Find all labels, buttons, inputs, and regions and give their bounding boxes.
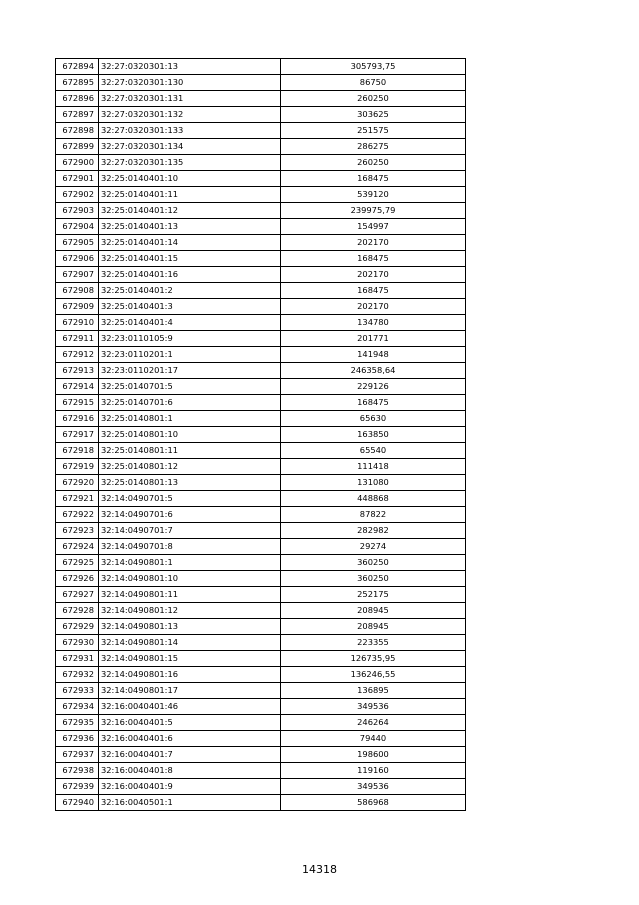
value-cell: 282982 — [281, 523, 466, 539]
table-row — [56, 203, 466, 219]
table-row — [56, 699, 466, 715]
cadastral-number-cell: 32:16:0040401:46 — [99, 699, 281, 715]
row-id-cell: 672921 — [56, 491, 99, 507]
value-cell: 305793,75 — [281, 59, 466, 75]
row-id-cell: 672920 — [56, 475, 99, 491]
cadastral-number-cell: 32:25:0140701:5 — [99, 379, 281, 395]
cadastral-number-cell: 32:25:0140401:12 — [99, 203, 281, 219]
value-cell: 229126 — [281, 379, 466, 395]
cadastral-number-cell: 32:25:0140401:16 — [99, 267, 281, 283]
value-cell: 360250 — [281, 571, 466, 587]
table-row — [56, 651, 466, 667]
data-table — [55, 58, 466, 811]
value-cell: 168475 — [281, 251, 466, 267]
table-row — [56, 539, 466, 555]
cadastral-number-cell: 32:25:0140401:10 — [99, 171, 281, 187]
value-cell: 65630 — [281, 411, 466, 427]
row-id-cell: 672931 — [56, 651, 99, 667]
row-id-cell: 672909 — [56, 299, 99, 315]
row-id-cell: 672904 — [56, 219, 99, 235]
page-number: 14318 — [302, 863, 337, 876]
row-id-cell: 672934 — [56, 699, 99, 715]
cadastral-number-cell: 32:16:0040401:8 — [99, 763, 281, 779]
value-cell: 65540 — [281, 443, 466, 459]
cadastral-number-cell: 32:25:0140801:11 — [99, 443, 281, 459]
cadastral-number-cell: 32:16:0040401:9 — [99, 779, 281, 795]
value-cell: 202170 — [281, 235, 466, 251]
cadastral-number-cell: 32:14:0490801:12 — [99, 603, 281, 619]
value-cell: 223355 — [281, 635, 466, 651]
value-cell: 252175 — [281, 587, 466, 603]
table-row — [56, 443, 466, 459]
cadastral-number-cell: 32:14:0490701:8 — [99, 539, 281, 555]
row-id-cell: 672923 — [56, 523, 99, 539]
value-cell: 260250 — [281, 155, 466, 171]
table-row — [56, 635, 466, 651]
value-cell: 111418 — [281, 459, 466, 475]
table-row — [56, 667, 466, 683]
table-row — [56, 123, 466, 139]
table-row — [56, 507, 466, 523]
value-cell: 239975,79 — [281, 203, 466, 219]
table-row — [56, 235, 466, 251]
value-cell: 29274 — [281, 539, 466, 555]
row-id-cell: 672930 — [56, 635, 99, 651]
cadastral-number-cell: 32:27:0320301:132 — [99, 107, 281, 123]
row-id-cell: 672898 — [56, 123, 99, 139]
value-cell: 126735,95 — [281, 651, 466, 667]
table-row — [56, 139, 466, 155]
row-id-cell: 672912 — [56, 347, 99, 363]
cadastral-number-cell: 32:25:0140801:12 — [99, 459, 281, 475]
table-row — [56, 155, 466, 171]
cadastral-number-cell: 32:25:0140401:11 — [99, 187, 281, 203]
row-id-cell: 672939 — [56, 779, 99, 795]
table-row — [56, 299, 466, 315]
value-cell: 201771 — [281, 331, 466, 347]
cadastral-number-cell: 32:27:0320301:130 — [99, 75, 281, 91]
table-row — [56, 715, 466, 731]
data-table-body — [56, 59, 466, 811]
row-id-cell: 672916 — [56, 411, 99, 427]
row-id-cell: 672927 — [56, 587, 99, 603]
row-id-cell: 672896 — [56, 91, 99, 107]
table-row — [56, 603, 466, 619]
table-row — [56, 91, 466, 107]
value-cell: 136246,55 — [281, 667, 466, 683]
table-row — [56, 459, 466, 475]
value-cell: 163850 — [281, 427, 466, 443]
table-row — [56, 523, 466, 539]
table-row — [56, 315, 466, 331]
cadastral-number-cell: 32:27:0320301:133 — [99, 123, 281, 139]
row-id-cell: 672914 — [56, 379, 99, 395]
cadastral-number-cell: 32:23:0110105:9 — [99, 331, 281, 347]
cadastral-number-cell: 32:14:0490801:1 — [99, 555, 281, 571]
value-cell: 119160 — [281, 763, 466, 779]
cadastral-number-cell: 32:23:0110201:17 — [99, 363, 281, 379]
row-id-cell: 672897 — [56, 107, 99, 123]
row-id-cell: 672911 — [56, 331, 99, 347]
value-cell: 86750 — [281, 75, 466, 91]
cadastral-number-cell: 32:14:0490801:16 — [99, 667, 281, 683]
table-row — [56, 491, 466, 507]
row-id-cell: 672936 — [56, 731, 99, 747]
row-id-cell: 672905 — [56, 235, 99, 251]
value-cell: 539120 — [281, 187, 466, 203]
value-cell: 202170 — [281, 299, 466, 315]
cadastral-number-cell: 32:27:0320301:135 — [99, 155, 281, 171]
cadastral-number-cell: 32:16:0040501:1 — [99, 795, 281, 811]
table-row — [56, 379, 466, 395]
table-row — [56, 75, 466, 91]
value-cell: 360250 — [281, 555, 466, 571]
table-row — [56, 331, 466, 347]
cadastral-number-cell: 32:25:0140401:14 — [99, 235, 281, 251]
value-cell: 286275 — [281, 139, 466, 155]
row-id-cell: 672935 — [56, 715, 99, 731]
table-row — [56, 763, 466, 779]
table-row — [56, 219, 466, 235]
cadastral-number-cell: 32:14:0490801:14 — [99, 635, 281, 651]
value-cell: 79440 — [281, 731, 466, 747]
table-row — [56, 555, 466, 571]
value-cell: 87822 — [281, 507, 466, 523]
table-row — [56, 747, 466, 763]
row-id-cell: 672940 — [56, 795, 99, 811]
value-cell: 260250 — [281, 91, 466, 107]
row-id-cell: 672937 — [56, 747, 99, 763]
cadastral-number-cell: 32:14:0490701:7 — [99, 523, 281, 539]
row-id-cell: 672910 — [56, 315, 99, 331]
value-cell: 586968 — [281, 795, 466, 811]
table-row — [56, 587, 466, 603]
data-table-container — [55, 58, 465, 811]
cadastral-number-cell: 32:16:0040401:6 — [99, 731, 281, 747]
table-row — [56, 731, 466, 747]
row-id-cell: 672906 — [56, 251, 99, 267]
row-id-cell: 672915 — [56, 395, 99, 411]
row-id-cell: 672917 — [56, 427, 99, 443]
cadastral-number-cell: 32:25:0140801:13 — [99, 475, 281, 491]
cadastral-number-cell: 32:25:0140801:10 — [99, 427, 281, 443]
row-id-cell: 672902 — [56, 187, 99, 203]
value-cell: 154997 — [281, 219, 466, 235]
row-id-cell: 672919 — [56, 459, 99, 475]
value-cell: 448868 — [281, 491, 466, 507]
row-id-cell: 672894 — [56, 59, 99, 75]
value-cell: 208945 — [281, 603, 466, 619]
table-row — [56, 571, 466, 587]
cadastral-number-cell: 32:14:0490801:11 — [99, 587, 281, 603]
cadastral-number-cell: 32:25:0140701:6 — [99, 395, 281, 411]
table-row — [56, 107, 466, 123]
value-cell: 134780 — [281, 315, 466, 331]
cadastral-number-cell: 32:14:0490801:15 — [99, 651, 281, 667]
cadastral-number-cell: 32:25:0140401:13 — [99, 219, 281, 235]
row-id-cell: 672913 — [56, 363, 99, 379]
row-id-cell: 672924 — [56, 539, 99, 555]
cadastral-number-cell: 32:27:0320301:13 — [99, 59, 281, 75]
table-row — [56, 779, 466, 795]
value-cell: 349536 — [281, 699, 466, 715]
cadastral-number-cell: 32:14:0490801:17 — [99, 683, 281, 699]
value-cell: 303625 — [281, 107, 466, 123]
row-id-cell: 672907 — [56, 267, 99, 283]
row-id-cell: 672929 — [56, 619, 99, 635]
table-row — [56, 59, 466, 75]
table-row — [56, 171, 466, 187]
cadastral-number-cell: 32:23:0110201:1 — [99, 347, 281, 363]
row-id-cell: 672926 — [56, 571, 99, 587]
cadastral-number-cell: 32:25:0140401:2 — [99, 283, 281, 299]
table-row — [56, 395, 466, 411]
table-row — [56, 795, 466, 811]
row-id-cell: 672928 — [56, 603, 99, 619]
table-row — [56, 411, 466, 427]
cadastral-number-cell: 32:16:0040401:7 — [99, 747, 281, 763]
table-row — [56, 475, 466, 491]
row-id-cell: 672903 — [56, 203, 99, 219]
table-row — [56, 619, 466, 635]
row-id-cell: 672895 — [56, 75, 99, 91]
row-id-cell: 672908 — [56, 283, 99, 299]
cadastral-number-cell: 32:25:0140401:15 — [99, 251, 281, 267]
value-cell: 246264 — [281, 715, 466, 731]
table-row — [56, 347, 466, 363]
cadastral-number-cell: 32:25:0140401:4 — [99, 315, 281, 331]
cadastral-number-cell: 32:27:0320301:131 — [99, 91, 281, 107]
row-id-cell: 672918 — [56, 443, 99, 459]
value-cell: 168475 — [281, 171, 466, 187]
value-cell: 202170 — [281, 267, 466, 283]
table-row — [56, 363, 466, 379]
table-row — [56, 251, 466, 267]
row-id-cell: 672900 — [56, 155, 99, 171]
cadastral-number-cell: 32:14:0490801:13 — [99, 619, 281, 635]
cadastral-number-cell: 32:27:0320301:134 — [99, 139, 281, 155]
cadastral-number-cell: 32:14:0490701:5 — [99, 491, 281, 507]
row-id-cell: 672925 — [56, 555, 99, 571]
cadastral-number-cell: 32:16:0040401:5 — [99, 715, 281, 731]
value-cell: 198600 — [281, 747, 466, 763]
value-cell: 131080 — [281, 475, 466, 491]
value-cell: 136895 — [281, 683, 466, 699]
table-row — [56, 283, 466, 299]
table-row — [56, 267, 466, 283]
table-row — [56, 187, 466, 203]
row-id-cell: 672899 — [56, 139, 99, 155]
value-cell: 168475 — [281, 395, 466, 411]
cadastral-number-cell: 32:25:0140801:1 — [99, 411, 281, 427]
cadastral-number-cell: 32:14:0490701:6 — [99, 507, 281, 523]
row-id-cell: 672932 — [56, 667, 99, 683]
row-id-cell: 672922 — [56, 507, 99, 523]
cadastral-number-cell: 32:25:0140401:3 — [99, 299, 281, 315]
value-cell: 246358,64 — [281, 363, 466, 379]
table-row — [56, 683, 466, 699]
value-cell: 168475 — [281, 283, 466, 299]
table-row — [56, 427, 466, 443]
value-cell: 141948 — [281, 347, 466, 363]
row-id-cell: 672933 — [56, 683, 99, 699]
cadastral-number-cell: 32:14:0490801:10 — [99, 571, 281, 587]
value-cell: 208945 — [281, 619, 466, 635]
value-cell: 251575 — [281, 123, 466, 139]
value-cell: 349536 — [281, 779, 466, 795]
row-id-cell: 672901 — [56, 171, 99, 187]
row-id-cell: 672938 — [56, 763, 99, 779]
